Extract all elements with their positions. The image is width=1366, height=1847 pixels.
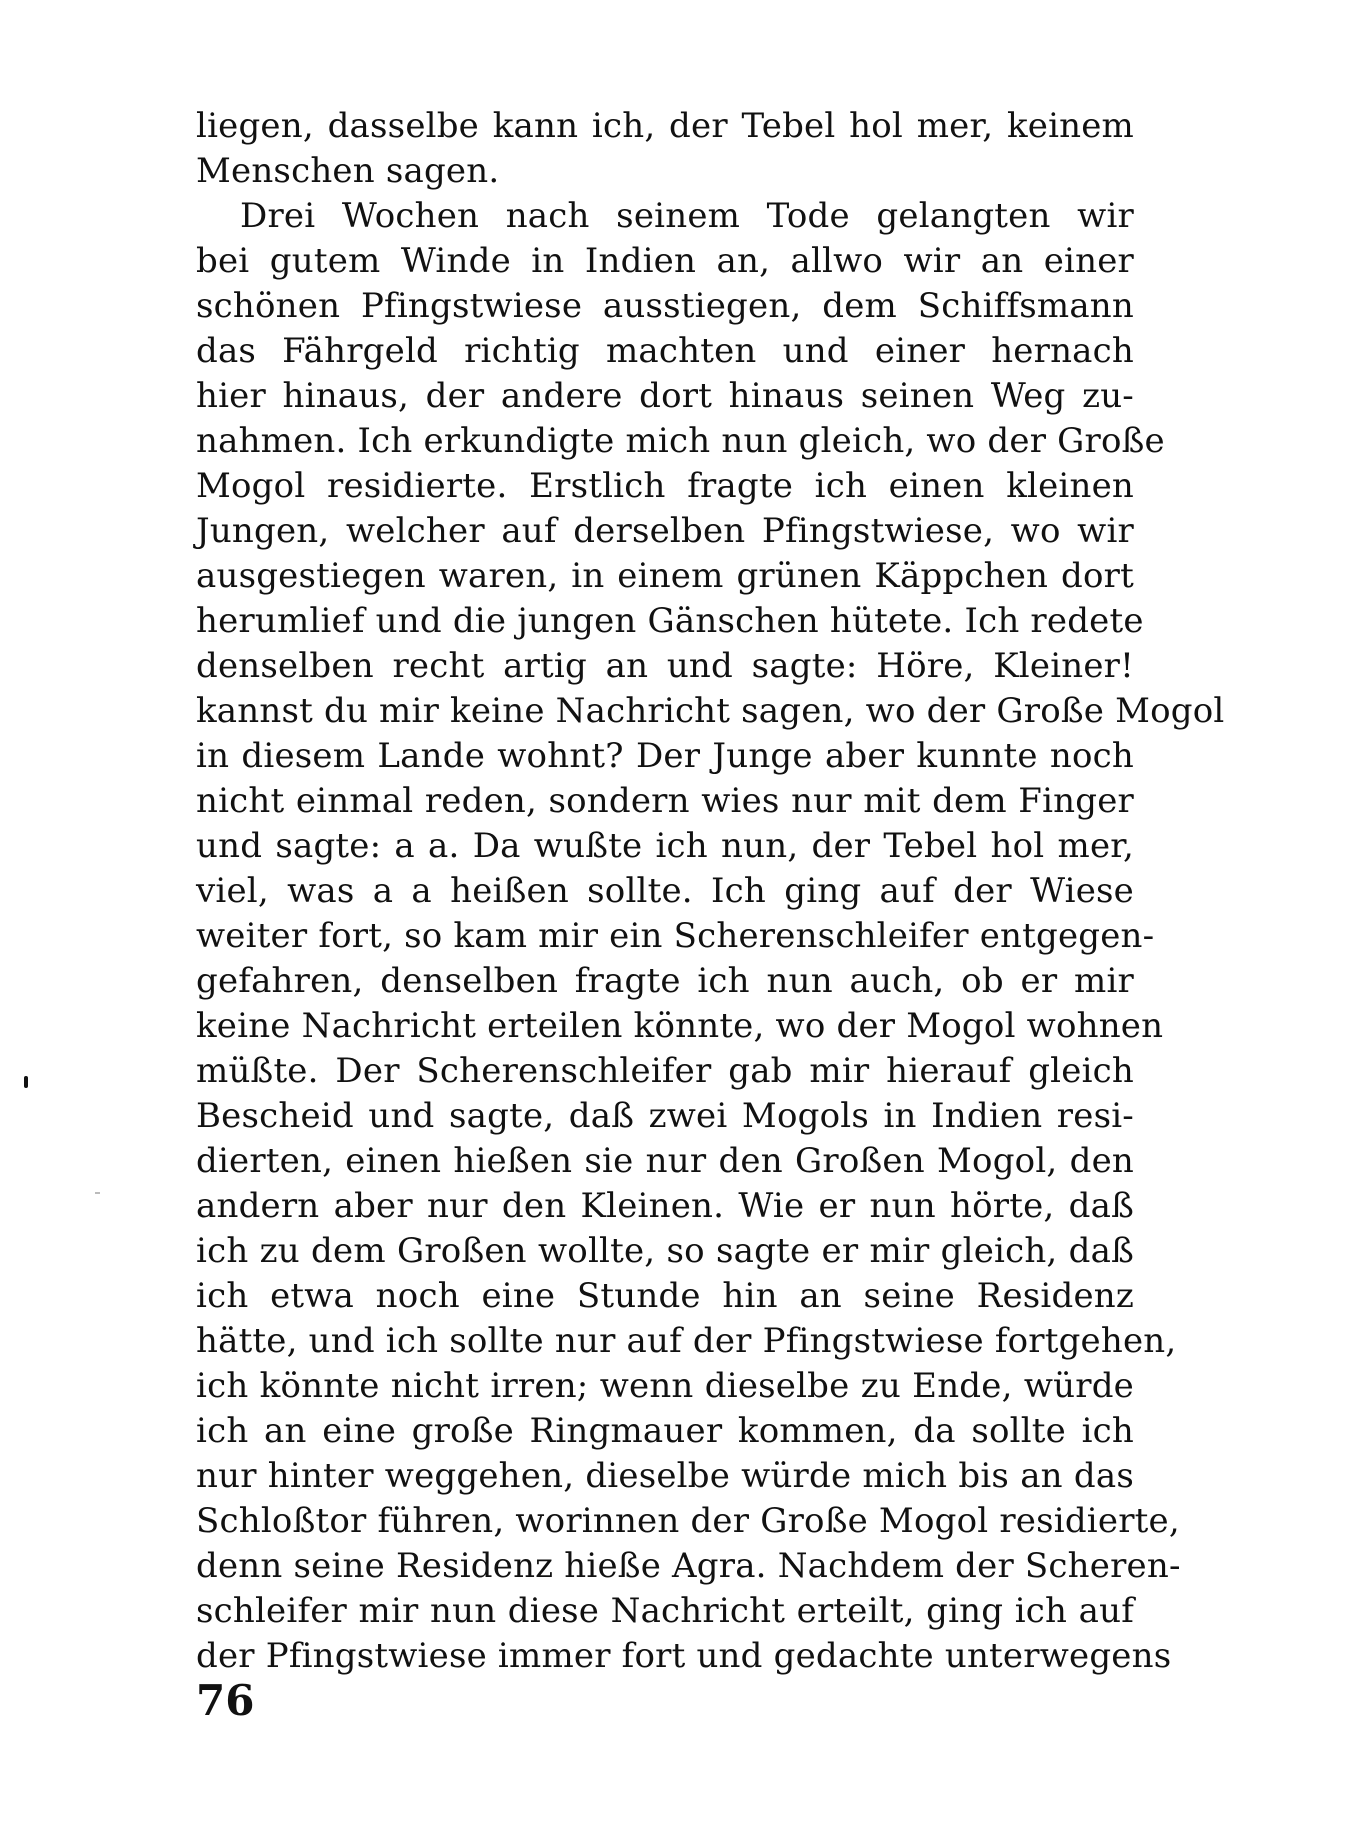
text-line: keine Nachricht erteilen könnte, wo der Mogol wohnen <box>196 1006 1164 1046</box>
text-line: Schloßtor führen, worinnen der Große Mogol residierte, <box>196 1501 1180 1541</box>
text-line: schleifer mir nun diese Nachricht erteilt, ging ich auf <box>196 1591 1134 1631</box>
text-line: denn seine Residenz hieße Agra. Nachdem der Scheren- <box>196 1546 1181 1586</box>
text-line: dierten, einen hießen sie nur den Großen Mogol, den <box>196 1141 1134 1181</box>
body-text <box>196 104 1225 1679</box>
text-line: ich an eine große Ringmauer kommen, da sollte ich <box>196 1411 1134 1451</box>
text-line: herumlief und die jungen Gänschen hütete. Ich redete <box>196 601 1144 641</box>
page-number: 76 <box>196 1676 255 1725</box>
text-line: Menschen sagen. <box>196 151 500 191</box>
text-line: Mogol residierte. Erstlich fragte ich einen kleinen <box>196 466 1134 506</box>
margin-speck <box>95 1192 100 1194</box>
text-line: ich könnte nicht irren; wenn dieselbe zu Ende, würde <box>196 1366 1134 1406</box>
text-line: weiter fort, so kam mir ein Scherenschleifer entgegen- <box>196 916 1155 956</box>
text-line: nur hinter weggehen, dieselbe würde mich bis an das <box>196 1456 1134 1496</box>
text-line: und sagte: a a. Da wußte ich nun, der Tebel hol mer, <box>196 826 1134 866</box>
text-line: nicht einmal reden, sondern wies nur mit dem Finger <box>196 781 1134 821</box>
text-line: das Fährgeld richtig machten und einer hernach <box>196 331 1134 371</box>
text-line: andern aber nur den Kleinen. Wie er nun hörte, daß <box>196 1186 1134 1226</box>
text-line: in diesem Lande wohnt? Der Junge aber kunnte noch <box>196 736 1134 776</box>
text-line: Drei Wochen nach seinem Tode gelangten wir <box>240 196 1134 236</box>
text-line: ich etwa noch eine Stunde hin an seine Residenz <box>196 1276 1134 1316</box>
text-line: ausgestiegen waren, in einem grünen Käppchen dort <box>196 556 1134 596</box>
margin-ink-mark <box>24 1076 28 1088</box>
text-line: nahmen. Ich erkundigte mich nun gleich, wo der Große <box>196 421 1165 461</box>
text-line: hier hinaus, der andere dort hinaus seinen Weg zu- <box>196 376 1134 416</box>
text-line: denselben recht artig an und sagte: Höre, Kleiner! <box>196 646 1134 686</box>
text-line: bei gutem Winde in Indien an, allwo wir an einer <box>196 241 1134 281</box>
text-line: gefahren, denselben fragte ich nun auch, ob er mir <box>196 961 1134 1001</box>
text-line: viel, was a a heißen sollte. Ich ging auf der Wiese <box>196 871 1134 911</box>
text-line: Jungen, welcher auf derselben Pfingstwiese, wo wir <box>196 511 1134 551</box>
text-line: schönen Pfingstwiese ausstiegen, dem Schiffsmann <box>196 286 1134 326</box>
text-line: der Pfingstwiese immer fort und gedachte unterwegens <box>196 1636 1172 1676</box>
text-line: ich zu dem Großen wollte, so sagte er mir gleich, daß <box>196 1231 1134 1271</box>
text-line: müßte. Der Scherenschleifer gab mir hierauf gleich <box>196 1051 1134 1091</box>
text-line: kannst du mir keine Nachricht sagen, wo der Große Mogol <box>196 691 1225 731</box>
text-line: hätte, und ich sollte nur auf der Pfingstwiese fortgehen, <box>196 1321 1177 1361</box>
text-line: liegen, dasselbe kann ich, der Tebel hol mer, keinem <box>196 106 1134 146</box>
text-line: Bescheid und sagte, daß zwei Mogols in Indien resi- <box>196 1096 1134 1136</box>
